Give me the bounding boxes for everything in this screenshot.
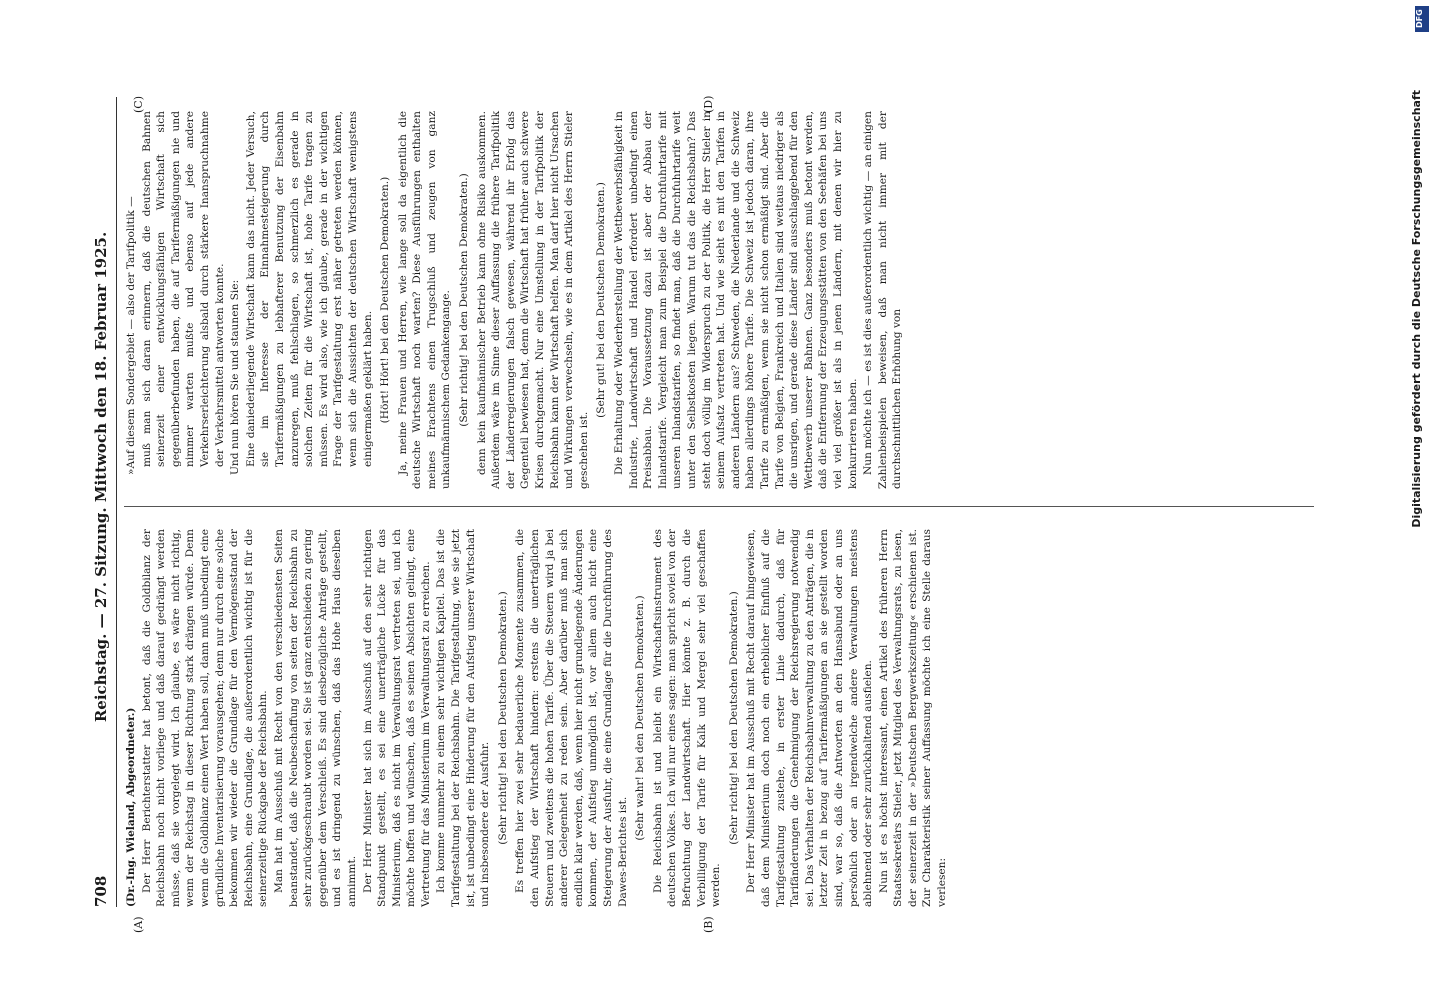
right-column xyxy=(124,111,906,489)
speaker-label: (Dr.-Ing. Wieland, Abgeordneter.) xyxy=(125,707,137,907)
right-paragraph: Nun möchte ich — es ist dies außerordentlich wichtig — an einigen Zahlenbeispielen beweisen, daß man nicht immer mit der durchschnittlichen Erhöhung von xyxy=(862,111,904,489)
left-paragraph: Nun ist es höchst interessant, einen Artikel des früheren Herrn Staatssekretärs Stieler, jetzt Mitglied des Verwaltungsrats, zu lesen, der seinerzeit in der »Deutschen Bergwerkszeitung« erschienen ist. Zur Charakteristik seiner Auffassung möchte ich eine Stelle daraus verlesen: xyxy=(877,529,949,907)
margin-marker-c: (C) xyxy=(132,96,145,113)
digitization-credit xyxy=(1410,90,1428,950)
right-paragraph: Ja, meine Frauen und Herren, wie lange soll da eigentlich die deutsche Wirtschaft noch warten? Diese Ausführungen enthalten meines Erachtens einen Trugschluß und zeugen von ganz unkaufmännischem Gedankengange. xyxy=(396,111,453,489)
left-paragraph: Die Reichsbahn ist und bleibt ein Wirtschaftsinstrument des deutschen Volkes. Ich will nur eines sagen: man spricht soviel von der Befruchtung der Landwirtschaft. Hier könnte z. B. durch die Verbilligung der Tarife für Kalk und Mergel sehr viel geschaffen werden. xyxy=(651,529,723,907)
right-quotation: muß man sich daran erinnern, daß die deutschen Bahnen seinerzeit einer entwicklungsfähigen Wirtschaft sich gegenüberbefunden haben, die auf Tarifermäßigungen nie und nimmer warten mußte und ebenso auf jede andere Verkehrserleichterung alsbald durch stärkere Inanspruchnahme der Verkehrsmittel antworten konnte. xyxy=(140,111,226,467)
margin-marker-d: (D) xyxy=(702,95,715,113)
right-interjection: (Sehr richtig! bei den Deutschen Demokraten.) xyxy=(458,173,471,427)
dfg-logo: DFG xyxy=(1415,6,1429,32)
rotated-document-page xyxy=(92,95,1312,933)
right-paragraph: Und nun hören Sie und staunen Sie: xyxy=(229,279,242,475)
column-divider xyxy=(124,506,1314,507)
left-paragraph: Es treffen hier zwei sehr bedauerliche Momente zusammen, die den Aufstieg der Wirtschaft hindern: erstens die unerträglichen Steuern und zweitens die hohen Tarife. Über die Steuern wird ja bei anderer Gelegenheit zu reden sein. Aber darüber muß man sich endlich klar werden, daß, wenn hier nicht grundlegende Änderungen kommen, der Aufstieg unmöglich ist, vor allem auch nicht eine Steigerung der Ausfuhr, die eine Grundlage für die Durchführung des Dawes-Berichtes ist. xyxy=(514,529,629,907)
left-paragraph: Der Herr Berichterstatter hat betont, daß die Goldbilanz der Reichsbahn noch nicht vorliege und daß darauf gedrängt werden müsse, daß sie vorgelegt wird. Ich glaube, es wäre nicht richtig, wenn der Reichstag in dieser Richtung stark drängen würde. Denn wenn die Goldbilanz einen Wert haben soll, dann muß unbedingt eine gründliche Inventarisierung vorausgehen; denn nur durch eine solche bekommen wir wieder die Grundlage für den Vermögensstand der Reichsbahn, eine Grundlage, die außerordentlich wichtig ist für die seinerzeitige Rückgabe der Reichsbahn. xyxy=(140,529,270,907)
left-interjection: (Sehr wahr! bei den Deutschen Demokraten.) xyxy=(634,595,647,841)
margin-marker-b: (B) xyxy=(702,916,715,933)
right-paragraph: denn kein kaufmännischer Betrieb kann ohne Risiko auskommen. Außerdem wäre im Sinne dieser Auffassung die frühere Tarifpolitik der Länderregierungen falsch gewesen, während ihr Erfolg das Gegenteil bewiesen hat, denn die Wirtschaft hat früher auch schwere Krisen durchgemacht. Nur eine Umstellung in der Tarifpolitik der Reichsbahn kann der Wirtschaft helfen. Man darf hier nicht Ursachen und Wirkungen verwechseln, wie es in dem Artikel des Herrn Stieler geschehen ist. xyxy=(475,111,590,489)
margin-marker-a: (A) xyxy=(132,916,145,933)
right-paragraph: »Auf diesem Sondergebiet — also der Tarifpolitik — xyxy=(125,196,137,475)
page-number: 708 xyxy=(92,875,110,907)
left-interjection: (Sehr richtig! bei den Deutschen Demokraten.) xyxy=(727,591,740,845)
left-paragraph: Man hat im Ausschuß mit Recht von den verschiedensten Seiten beanstandet, daß die Neubeschaffung von seiten der Reichsbahn zu sehr zurückgeschraubt worden sei. Sie ist ganz entschieden zu gering gegenüber dem Verschleiß. Es sind diesbezügliche Anträge gestellt, und es ist dringend zu wünschen, daß das Hohe Haus dieselben annimmt. xyxy=(272,529,358,907)
left-interjection: (Sehr richtig! bei den Deutschen Demokraten.) xyxy=(496,591,509,845)
left-paragraph: Der Herr Minister hat sich im Ausschuß auf den sehr richtigen Standpunkt gestellt, es sei eine unerträgliche Lücke für das Ministerium, daß es nicht im Verwaltungsrat vertreten sei, und ich möchte hoffen und wünschen, daß es seinen Absichten gelingt, eine Vertretung für das Ministerium im Verwaltungsrat zu erreichen. xyxy=(361,529,432,907)
right-quotation: Eine daniederliegende Wirtschaft kann das nicht. Jeder Versuch, sie im Interesse der Einnahmesteigerung durch Tarifermäßigungen zu lebhafterer Benutzung der Eisenbahn anzuregen, muß fehlschlagen, so schmerzlich es gerade in solchen Zeiten für die Wirtschaft ist, hohe Tarife tragen zu müssen. Es wird also, wie ich glaube, gerade in der wichtigen Frage der Tarifgestaltung erst näher getreten werden können, wenn sich die Aussichten der deutschen Wirtschaft wenigstens einigermaßen geklärt haben. xyxy=(244,111,374,467)
credit-text: Digitalisierung gefördert durch die Deutsche Forschungsgemeinschaft xyxy=(1410,90,1423,528)
right-interjection: (Hört! Hört! bei den Deutschen Demokraten.) xyxy=(379,176,392,424)
right-interjection: (Sehr gut! bei den Deutschen Demokraten.) xyxy=(595,182,608,418)
left-paragraph: Ich komme nunmehr zu einem sehr wichtigen Kapitel. Das ist die Tarifgestaltung bei der Reichsbahn. Die Tarifgestaltung, wie sie jetzt ist, ist unbedingt eine Hinderung für den Aufstieg unserer Wirtschaft und insbesondere der Ausfuhr. xyxy=(435,529,492,907)
left-paragraph: Der Herr Minister hat im Ausschuß mit Recht darauf hingewiesen, daß dem Ministerium doch noch ein erheblicher Einfluß auf die Tarifgestaltung zustehe, in erster Linie dadurch, daß für Tarifänderungen die Genehmigung der Reichsregierung notwendig sei. Das Verhalten der Reichsbahnverwaltung zu den Anträgen, die in letzter Zeit in bezug auf Tarifermäßigungen an sie gestellt worden sind, war so, daß die Antworten an den Hansabund oder an uns persönlich oder an irgendwelche andere Verwaltungen meistens ablehnend oder sehr zurückhaltend ausfielen. xyxy=(745,529,875,907)
right-paragraph: Die Erhaltung oder Wiederherstellung der Wettbewerbsfähigkeit in Industrie, Landwirtschaft und Handel erfordert unbedingt einen Preisabbau. Die Voraussetzung dazu ist aber der Abbau der Inlandstarife. Vergleicht man zum Beispiel die Durchfuhrtarife mit unseren Inlandstarifen, so findet man, daß die Durchfuhrtarife weit unter den Selbstkosten liegen. Warum tut das die Reichsbahn? Das steht doch völlig im Widerspruch zu der Politik, die Herr Stieler in seinem Aufsatz vertreten hat. Und wie sieht es mit den Tarifen in anderen Ländern aus? Schweden, die Niederlande und die Schweiz haben allerdings höhere Tarife. Die Schweiz ist jedoch daran, ihre Tarife zu ermäßigen, wenn sie nicht schon ermäßigt sind. Aber die Tarife von Belgien, Frankreich und Italien sind weitaus niedriger als die unsrigen, und gerade diese Länder sind ausschlaggebend für den Wettbewerb unserer Bahnen. Ganz besonders muß betont werden, daß die Entfernung der Erzeugungsstätten von den Seehäfen bei uns viel viel größer ist als in jenen Ländern, mit denen wir hier zu konkurrieren haben. xyxy=(613,111,859,489)
running-title: Reichstag. — 27. Sitzung. Mittwoch den 18. Februar 1925. xyxy=(92,231,110,723)
left-column xyxy=(124,529,951,907)
running-header xyxy=(92,97,117,907)
